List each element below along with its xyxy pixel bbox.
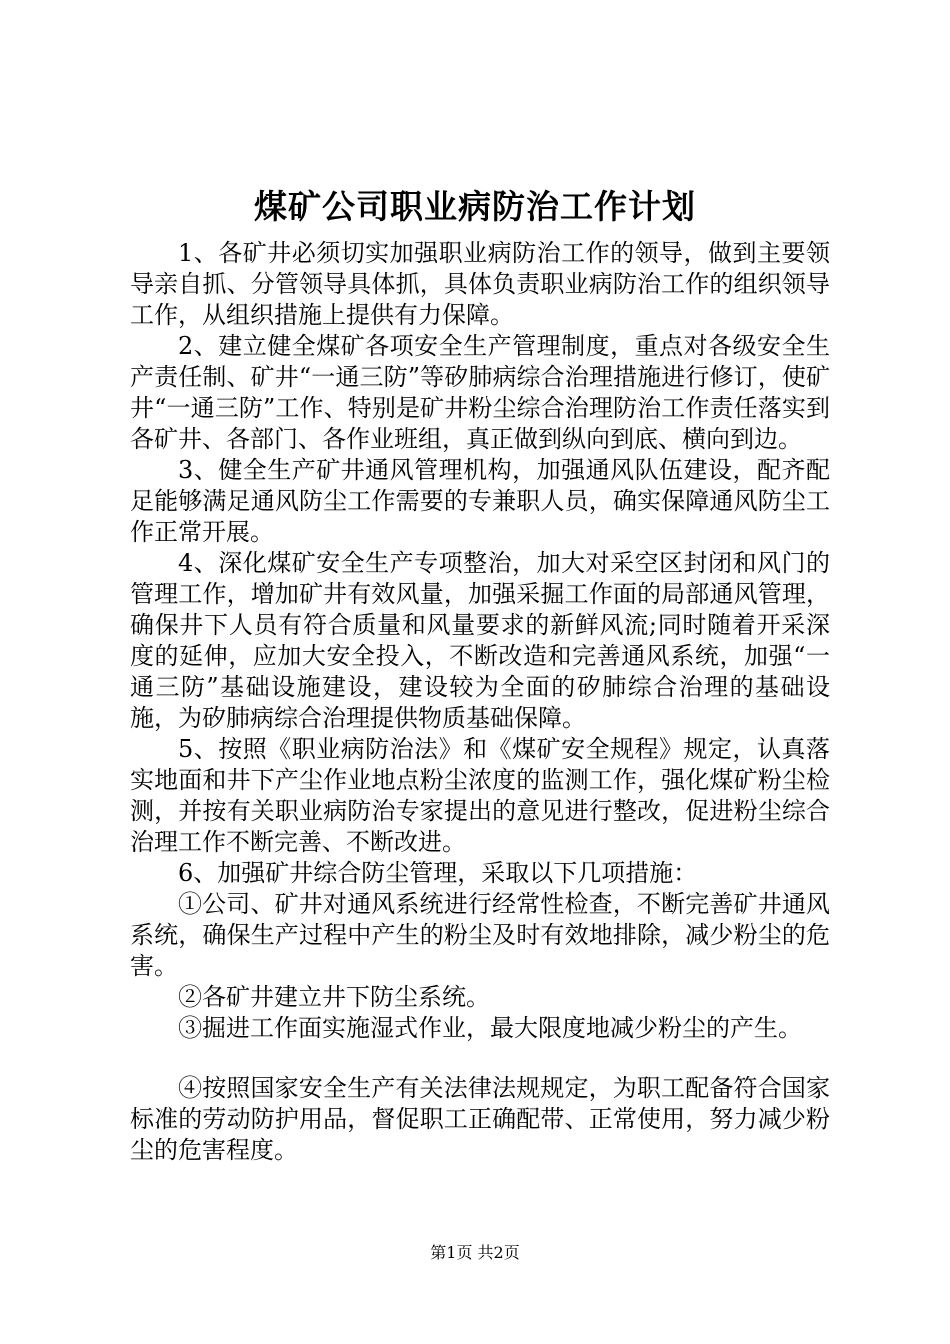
paragraph-1: 1、各矿井必须切实加强职业病防治工作的领导，做到主要领导亲自抓、分管领导具体抓，具体负责职业病防治工作的组织领导工作，从组织措施上提供有力保障。 [130, 239, 830, 329]
paragraph-2: 2、建立健全煤矿各项安全生产管理制度，重点对各级安全生产责任制、矿井“一通三防”等矽肺病综合治理措施进行修订，使矿井“一通三防”工作、特别是矿井粉尘综合治理防治工作责任落实到各矿井、各部门、各作业班组，真正做到纵向到底、横向到边。 [130, 332, 830, 453]
paragraph-5: 5、按照《职业病防治法》和《煤矿安全规程》规定，认真落实地面和井下产尘作业地点粉尘浓度的监测工作，强化煤矿粉尘检测，并按有关职业病防治专家提出的意见进行整改，促进粉尘综合治理工作不断完善、不断改进。 [130, 735, 830, 856]
document-title: 煤矿公司职业病防治工作计划 [254, 187, 696, 226]
blank-line [130, 1044, 830, 1073]
measure-4: ④按照国家安全生产有关法律法规规定，为职工配备符合国家标准的劳动防护用品，督促职工正确配带、正常使用，努力减少粉尘的危害程度。 [130, 1074, 830, 1164]
paragraph-6: 6、加强矿井综合防尘管理，采取以下几项措施： [178, 859, 698, 887]
document-body [130, 238, 830, 1166]
paragraph-3: 3、健全生产矿井通风管理机构，加强通风队伍建设，配齐配足能够满足通风防尘工作需要的专兼职人员，确实保障通风防尘工作正常开展。 [130, 456, 830, 546]
measure-2: ②各矿井建立井下防尘系统。 [178, 983, 490, 1011]
measure-3: ③掘进工作面实施湿式作业，最大限度地减少粉尘的产生。 [178, 1014, 802, 1042]
paragraph-4: 4、深化煤矿安全生产专项整治，加大对采空区封闭和风门的管理工作，增加矿井有效风量，加强采掘工作面的局部通风管理，确保井下人员有符合质量和风量要求的新鲜风流;同时随着开采深度的延伸，应加大安全投入，不断改造和完善通风系统，加强“一通三防”基础设施建设，建设较为全面的矽肺综合治理的基础设施，为矽肺病综合治理提供物质基础保障。 [130, 549, 830, 732]
page-footer: 第1页 共2页 [430, 1243, 520, 1262]
measure-1: ①公司、矿井对通风系统进行经常性检查，不断完善矿井通风系统，确保生产过程中产生的粉尘及时有效地排除，减少粉尘的危害。 [130, 890, 830, 980]
